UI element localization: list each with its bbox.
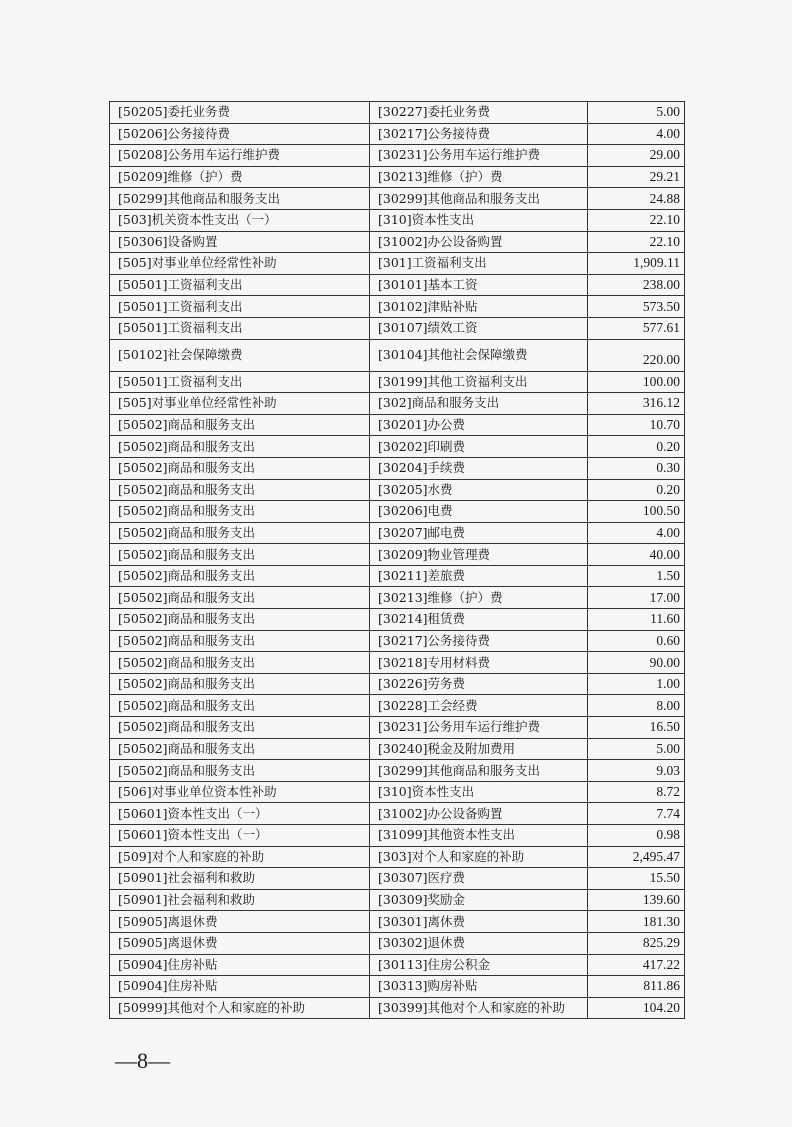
amount-cell: 825.29 (588, 932, 685, 954)
departmental-econ-category-cell: [30313]购房补贴 (370, 976, 588, 998)
functional-econ-category-cell: [50306]设备购置 (110, 231, 370, 253)
amount-cell: 104.20 (588, 997, 685, 1019)
departmental-econ-category-cell: [30218]专用材料费 (370, 652, 588, 674)
amount-cell: 573.50 (588, 296, 685, 318)
amount-cell: 0.20 (588, 479, 685, 501)
amount-cell: 22.10 (588, 231, 685, 253)
departmental-econ-category-cell: [30207]邮电费 (370, 522, 588, 544)
table-row (110, 457, 685, 479)
functional-econ-category-cell: [50502]商品和服务支出 (110, 414, 370, 436)
amount-cell: 316.12 (588, 393, 685, 415)
amount-cell: 16.50 (588, 717, 685, 739)
amount-cell: 22.10 (588, 209, 685, 231)
table-row (110, 296, 685, 318)
amount-cell: 8.72 (588, 781, 685, 803)
table-row (110, 760, 685, 782)
departmental-econ-category-cell: [30228]工会经费 (370, 695, 588, 717)
budget-table (109, 101, 685, 1019)
table-row (110, 781, 685, 803)
functional-econ-category-cell: [50502]商品和服务支出 (110, 565, 370, 587)
departmental-econ-category-cell: [30199]其他工资福利支出 (370, 371, 588, 393)
page-number: —8— (115, 1048, 170, 1073)
departmental-econ-category-cell: [30104]其他社会保障缴费 (370, 339, 588, 371)
functional-econ-category-cell: [50502]商品和服务支出 (110, 587, 370, 609)
table-row (110, 803, 685, 825)
table-row (110, 393, 685, 415)
table-row (110, 317, 685, 339)
amount-cell: 811.86 (588, 976, 685, 998)
table-row (110, 609, 685, 631)
functional-econ-category-cell: [50601]资本性支出（一） (110, 803, 370, 825)
table-row (110, 911, 685, 933)
table-row (110, 630, 685, 652)
functional-econ-category-cell: [50502]商品和服务支出 (110, 738, 370, 760)
amount-cell: 100.50 (588, 501, 685, 523)
departmental-econ-category-cell: [30301]离休费 (370, 911, 588, 933)
departmental-econ-category-cell: [302]商品和服务支出 (370, 393, 588, 415)
table-row (110, 565, 685, 587)
functional-econ-category-cell: [50206]公务接待费 (110, 123, 370, 145)
table-row (110, 166, 685, 188)
departmental-econ-category-cell: [30211]差旅费 (370, 565, 588, 587)
table-row (110, 436, 685, 458)
amount-cell: 139.60 (588, 889, 685, 911)
functional-econ-category-cell: [50501]工资福利支出 (110, 274, 370, 296)
functional-econ-category-cell: [503]机关资本性支出（一） (110, 209, 370, 231)
functional-econ-category-cell: [50208]公务用车运行维护费 (110, 145, 370, 167)
functional-econ-category-cell: [50299]其他商品和服务支出 (110, 188, 370, 210)
table-row (110, 825, 685, 847)
table-row (110, 738, 685, 760)
amount-cell: 417.22 (588, 954, 685, 976)
departmental-econ-category-cell: [310]资本性支出 (370, 781, 588, 803)
functional-econ-category-cell: [50901]社会福利和救助 (110, 868, 370, 890)
departmental-econ-category-cell: [30399]其他对个人和家庭的补助 (370, 997, 588, 1019)
amount-cell: 0.60 (588, 630, 685, 652)
table-row (110, 102, 685, 124)
table-row (110, 673, 685, 695)
functional-econ-category-cell: [50502]商品和服务支出 (110, 673, 370, 695)
functional-econ-category-cell: [506]对事业单位资本性补助 (110, 781, 370, 803)
functional-econ-category-cell: [50905]离退休费 (110, 911, 370, 933)
functional-econ-category-cell: [50904]住房补贴 (110, 976, 370, 998)
departmental-econ-category-cell: [30299]其他商品和服务支出 (370, 760, 588, 782)
amount-cell: 4.00 (588, 123, 685, 145)
functional-econ-category-cell: [50102]社会保障缴费 (110, 339, 370, 371)
departmental-econ-category-cell: [30202]印刷费 (370, 436, 588, 458)
amount-cell: 5.00 (588, 738, 685, 760)
functional-econ-category-cell: [50209]维修（护）费 (110, 166, 370, 188)
table-row (110, 371, 685, 393)
departmental-econ-category-cell: [303]对个人和家庭的补助 (370, 846, 588, 868)
table-row (110, 274, 685, 296)
departmental-econ-category-cell: [30204]手续费 (370, 457, 588, 479)
table-row (110, 209, 685, 231)
amount-cell: 17.00 (588, 587, 685, 609)
table-row (110, 652, 685, 674)
amount-cell: 7.74 (588, 803, 685, 825)
functional-econ-category-cell: [50502]商品和服务支出 (110, 652, 370, 674)
functional-econ-category-cell: [50502]商品和服务支出 (110, 457, 370, 479)
table-row (110, 231, 685, 253)
departmental-econ-category-cell: [31002]办公设备购置 (370, 803, 588, 825)
departmental-econ-category-cell: [30226]劳务费 (370, 673, 588, 695)
functional-econ-category-cell: [50905]离退休费 (110, 932, 370, 954)
functional-econ-category-cell: [50502]商品和服务支出 (110, 522, 370, 544)
table-row (110, 587, 685, 609)
functional-econ-category-cell: [50502]商品和服务支出 (110, 695, 370, 717)
functional-econ-category-cell: [50601]资本性支出（一） (110, 825, 370, 847)
table-row (110, 954, 685, 976)
table-row (110, 976, 685, 998)
table-row (110, 846, 685, 868)
amount-cell: 11.60 (588, 609, 685, 631)
amount-cell: 4.00 (588, 522, 685, 544)
amount-cell: 10.70 (588, 414, 685, 436)
departmental-econ-category-cell: [310]资本性支出 (370, 209, 588, 231)
departmental-econ-category-cell: [30302]退休费 (370, 932, 588, 954)
table-row (110, 932, 685, 954)
functional-econ-category-cell: [50502]商品和服务支出 (110, 717, 370, 739)
departmental-econ-category-cell: [30227]委托业务费 (370, 102, 588, 124)
departmental-econ-category-cell: [30217]公务接待费 (370, 630, 588, 652)
departmental-econ-category-cell: [30201]办公费 (370, 414, 588, 436)
table-row (110, 253, 685, 275)
amount-cell: 1,909.11 (588, 253, 685, 275)
amount-cell: 29.21 (588, 166, 685, 188)
departmental-econ-category-cell: [301]工资福利支出 (370, 253, 588, 275)
functional-econ-category-cell: [50501]工资福利支出 (110, 296, 370, 318)
functional-econ-category-cell: [50205]委托业务费 (110, 102, 370, 124)
amount-cell: 1.50 (588, 565, 685, 587)
table-row (110, 145, 685, 167)
amount-cell: 100.00 (588, 371, 685, 393)
amount-cell: 1.00 (588, 673, 685, 695)
amount-cell: 9.03 (588, 760, 685, 782)
departmental-econ-category-cell: [30101]基本工资 (370, 274, 588, 296)
functional-econ-category-cell: [50502]商品和服务支出 (110, 544, 370, 566)
departmental-econ-category-cell: [30107]绩效工资 (370, 317, 588, 339)
table-row (110, 717, 685, 739)
functional-econ-category-cell: [505]对事业单位经常性补助 (110, 393, 370, 415)
departmental-econ-category-cell: [30213]维修（护）费 (370, 587, 588, 609)
amount-cell: 24.88 (588, 188, 685, 210)
amount-cell: 5.00 (588, 102, 685, 124)
table-row (110, 339, 685, 371)
table-row (110, 188, 685, 210)
departmental-econ-category-cell: [30240]税金及附加费用 (370, 738, 588, 760)
amount-cell: 15.50 (588, 868, 685, 890)
table-row (110, 868, 685, 890)
departmental-econ-category-cell: [30231]公务用车运行维护费 (370, 717, 588, 739)
functional-econ-category-cell: [505]对事业单位经常性补助 (110, 253, 370, 275)
amount-cell: 29.00 (588, 145, 685, 167)
amount-cell: 220.00 (588, 339, 685, 371)
functional-econ-category-cell: [50502]商品和服务支出 (110, 436, 370, 458)
functional-econ-category-cell: [50502]商品和服务支出 (110, 760, 370, 782)
functional-econ-category-cell: [50501]工资福利支出 (110, 317, 370, 339)
table-row (110, 522, 685, 544)
departmental-econ-category-cell: [30213]维修（护）费 (370, 166, 588, 188)
table-row (110, 479, 685, 501)
departmental-econ-category-cell: [30102]津贴补贴 (370, 296, 588, 318)
amount-cell: 0.20 (588, 436, 685, 458)
functional-econ-category-cell: [50502]商品和服务支出 (110, 479, 370, 501)
departmental-econ-category-cell: [30309]奖励金 (370, 889, 588, 911)
table-row (110, 414, 685, 436)
departmental-econ-category-cell: [30307]医疗费 (370, 868, 588, 890)
functional-econ-category-cell: [50502]商品和服务支出 (110, 609, 370, 631)
amount-cell: 238.00 (588, 274, 685, 296)
functional-econ-category-cell: [50901]社会福利和救助 (110, 889, 370, 911)
amount-cell: 40.00 (588, 544, 685, 566)
amount-cell: 0.30 (588, 457, 685, 479)
departmental-econ-category-cell: [30214]租赁费 (370, 609, 588, 631)
table-row (110, 123, 685, 145)
amount-cell: 0.98 (588, 825, 685, 847)
amount-cell: 181.30 (588, 911, 685, 933)
departmental-econ-category-cell: [31099]其他资本性支出 (370, 825, 588, 847)
departmental-econ-category-cell: [30209]物业管理费 (370, 544, 588, 566)
functional-econ-category-cell: [50502]商品和服务支出 (110, 501, 370, 523)
amount-cell: 577.61 (588, 317, 685, 339)
functional-econ-category-cell: [50501]工资福利支出 (110, 371, 370, 393)
functional-econ-category-cell: [50502]商品和服务支出 (110, 630, 370, 652)
amount-cell: 2,495.47 (588, 846, 685, 868)
departmental-econ-category-cell: [30299]其他商品和服务支出 (370, 188, 588, 210)
table-row (110, 889, 685, 911)
table-row (110, 695, 685, 717)
functional-econ-category-cell: [50904]住房补贴 (110, 954, 370, 976)
departmental-econ-category-cell: [30205]水费 (370, 479, 588, 501)
table-row (110, 501, 685, 523)
amount-cell: 8.00 (588, 695, 685, 717)
functional-econ-category-cell: [50999]其他对个人和家庭的补助 (110, 997, 370, 1019)
departmental-econ-category-cell: [30113]住房公积金 (370, 954, 588, 976)
budget-table-body (110, 102, 685, 1019)
departmental-econ-category-cell: [30206]电费 (370, 501, 588, 523)
departmental-econ-category-cell: [30217]公务接待费 (370, 123, 588, 145)
table-row (110, 997, 685, 1019)
amount-cell: 90.00 (588, 652, 685, 674)
table-row (110, 544, 685, 566)
departmental-econ-category-cell: [30231]公务用车运行维护费 (370, 145, 588, 167)
departmental-econ-category-cell: [31002]办公设备购置 (370, 231, 588, 253)
functional-econ-category-cell: [509]对个人和家庭的补助 (110, 846, 370, 868)
